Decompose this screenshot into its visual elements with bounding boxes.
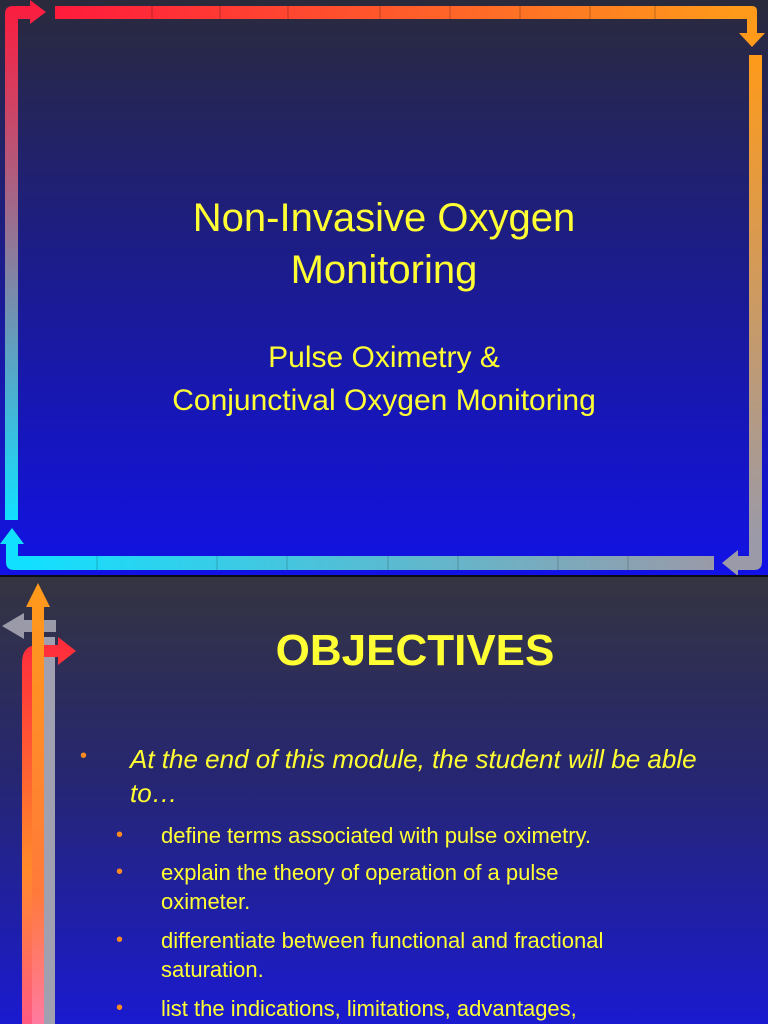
slide-title — [0, 192, 768, 296]
bullet-marker: • — [116, 929, 124, 951]
objectives-slide — [0, 577, 768, 1024]
bullet-marker: • — [80, 745, 88, 767]
right-border-bar — [749, 55, 762, 540]
subtitle-line-1: Pulse Oximetry & — [268, 341, 500, 374]
title-line-2: Monitoring — [290, 248, 478, 292]
main-bullet: At the end of this module, the student will be able to… — [130, 744, 697, 808]
bullet-marker: • — [116, 861, 124, 883]
bottom-right-corner-arrow — [722, 540, 762, 575]
sub-bullet-1: define terms associated with pulse oximetry. — [161, 823, 591, 848]
subtitle-line-2: Conjunctival Oxygen Monitoring — [172, 384, 596, 417]
gray-vertical-bar — [44, 637, 55, 1024]
bottom-border-bar — [28, 556, 714, 570]
top-right-corner-arrow — [735, 6, 765, 47]
title-line-1: Non-Invasive Oxygen — [192, 196, 576, 240]
sub-bullet-3: differentiate between functional and fractional saturation. — [161, 928, 604, 982]
bullet-marker: • — [116, 824, 124, 846]
objectives-title: OBJECTIVES — [275, 626, 555, 675]
slide-subtitle — [0, 336, 768, 422]
sub-bullet-2: explain the theory of operation of a pulse oximeter. — [161, 860, 559, 914]
bottom-left-corner-arrow — [0, 528, 28, 570]
bullet-marker: • — [116, 997, 124, 1019]
sub-bullet-4: list the indications, limitations, advantages, — [161, 996, 577, 1021]
top-border-bar — [55, 6, 735, 19]
